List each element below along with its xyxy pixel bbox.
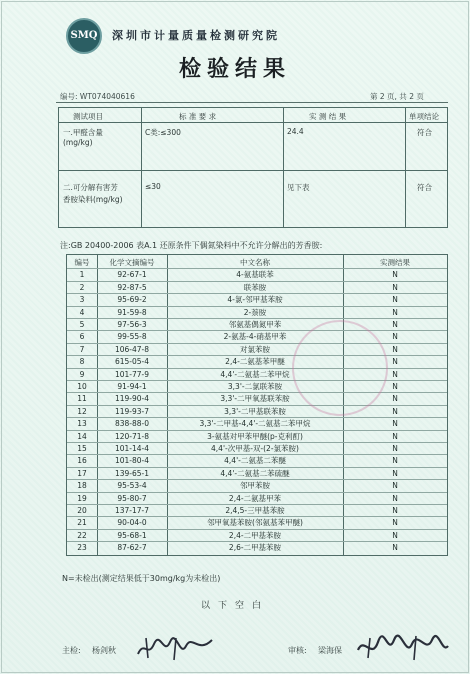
measured-result: N — [392, 444, 398, 453]
measured-result: N — [392, 543, 398, 553]
table-row — [67, 406, 447, 418]
row-number: 1 — [79, 270, 85, 280]
azo-conclusion: 符合 — [417, 183, 432, 192]
row-number: 2 — [79, 282, 85, 292]
row-number: 18 — [77, 481, 87, 491]
measured-result: N — [392, 295, 398, 305]
measured-result: N — [392, 406, 398, 416]
table1-header-result: 实 测 结 果 — [309, 112, 347, 121]
row-number: 17 — [77, 468, 87, 478]
row-number: 3 — [79, 295, 85, 305]
chemical-name: 2-萘胺 — [243, 307, 267, 317]
table-row — [67, 344, 447, 356]
measured-result: N — [392, 506, 398, 515]
row-number: 4 — [79, 307, 85, 317]
measured-result: N — [392, 468, 398, 478]
table-row — [67, 468, 447, 480]
table-row — [67, 282, 447, 294]
table-row — [67, 493, 447, 505]
cas-number: 120-71-8 — [114, 431, 150, 441]
checker-name: 杨剑秋 — [92, 646, 116, 655]
chemical-name: 4,4'-二氨基二苯硫醚 — [220, 468, 290, 478]
chemical-name: 3,3'-二甲氧基联苯胺 — [220, 394, 290, 404]
table-row — [67, 517, 447, 529]
table2-header-cell: 实测结果 — [380, 258, 410, 267]
table-row — [67, 356, 447, 368]
chemical-name: 4,4'-二氨基二苯醚 — [224, 456, 286, 466]
institution-logo: SMQ — [66, 18, 102, 54]
table1-header-conclusion: 单项结论 — [409, 112, 439, 121]
chemical-name: 2,6-二甲基苯胺 — [228, 543, 282, 553]
test-results-table — [58, 107, 448, 228]
table2-header-cell: 化学文摘编号 — [109, 258, 155, 267]
table-row — [67, 455, 447, 467]
institution-name: 深圳市计量质量检测研究院 — [112, 29, 280, 42]
row-number: 22 — [77, 530, 87, 540]
cas-number: 139-65-1 — [114, 468, 150, 478]
measured-result: N — [392, 481, 398, 491]
measured-result: N — [392, 270, 398, 280]
formaldehyde-standard: C类:≤300 — [145, 128, 181, 137]
row-number: 9 — [79, 369, 85, 379]
measured-result: N — [392, 357, 398, 367]
cas-number: 95-80-7 — [117, 493, 147, 503]
cas-number: 91-94-1 — [117, 382, 147, 391]
measured-result: N — [392, 394, 398, 404]
table-row — [67, 530, 447, 542]
row-number: 21 — [77, 518, 87, 528]
azo-result: 见下表 — [287, 183, 310, 192]
measured-result: N — [392, 530, 398, 540]
chemical-name: 4-氨基联苯 — [236, 270, 274, 280]
measured-result: N — [392, 419, 398, 429]
table-row — [67, 505, 447, 517]
cas-number: 101-77-9 — [114, 369, 150, 379]
cas-number: 92-87-5 — [117, 282, 147, 292]
chemical-name: 对氯苯胺 — [240, 344, 270, 354]
row-number: 16 — [77, 456, 87, 466]
official-seal — [292, 320, 388, 416]
row-number: 15 — [77, 444, 87, 453]
row-number: 23 — [77, 543, 87, 553]
page-title: 检验结果 — [178, 57, 291, 82]
cas-number: 95-68-1 — [117, 530, 147, 540]
chemical-name: 4,4'-次甲基-双-(2-氯苯胺) — [211, 444, 299, 453]
chemical-name: 邻甲氧基苯胺(邻氨基苯甲醚) — [207, 518, 303, 528]
chemical-name: 邻甲苯胺 — [240, 481, 270, 491]
chemical-name: 4-氯-邻甲基苯胺 — [227, 295, 283, 305]
measured-result: N — [392, 344, 398, 354]
table-row — [67, 319, 447, 331]
row-number: 14 — [77, 431, 87, 441]
table-row — [67, 369, 447, 381]
chemical-name: 邻氨基偶氮甲苯 — [228, 320, 282, 329]
reviewer-signature — [354, 632, 450, 666]
cas-number: 90-04-0 — [117, 518, 147, 528]
table-row — [67, 294, 447, 306]
chemical-name: 4,4'-二氨基二苯甲烷 — [220, 369, 290, 379]
cas-number: 95-69-2 — [117, 295, 147, 305]
chemical-name: 3,3'-二甲基-4,4'-二氨基二苯甲烷 — [199, 419, 311, 429]
cas-number: 137-17-7 — [114, 506, 150, 515]
azo-unit: 香胺染料(mg/kg) — [63, 195, 123, 204]
reviewer-signature-stroke — [354, 632, 450, 662]
chemical-name: 2,4,5-三甲基苯胺 — [225, 506, 285, 515]
cas-number: 838-88-0 — [114, 419, 150, 429]
table2-header-cell: 编号 — [74, 258, 90, 267]
cas-number: 101-80-4 — [114, 456, 150, 466]
table-row — [67, 542, 447, 554]
row-number: 19 — [77, 493, 87, 503]
formaldehyde-result: 24.4 — [287, 127, 304, 136]
chemical-name: 3,3'-二甲基联苯胺 — [224, 406, 286, 416]
cas-number: 91-59-8 — [117, 307, 147, 317]
table-row — [67, 307, 447, 319]
chemical-name: 2,4-二氨基苯甲醚 — [225, 357, 285, 367]
row-number: 7 — [79, 344, 85, 354]
chemical-name: 2,4-二甲基苯胺 — [228, 530, 282, 540]
measured-result: N — [392, 307, 398, 317]
row-number: 6 — [79, 332, 85, 342]
measured-result: N — [392, 282, 398, 292]
table-row — [67, 381, 447, 393]
cas-number: 95-53-4 — [117, 481, 147, 491]
row-number: 13 — [77, 419, 87, 429]
chemical-name: 3,3'-二氯联苯胺 — [227, 382, 283, 391]
checker-signature — [136, 634, 216, 667]
chemical-name: 3-氨基对甲苯甲醚(p-克利酊) — [207, 431, 303, 441]
measured-result: N — [392, 493, 398, 503]
table2-header-row — [67, 257, 447, 269]
blank-below-text: 以下空白 — [200, 601, 269, 611]
gb-standard-note: 注:GB 20400-2006 表A.1 还原条件下偶氮染料中不允许分解出的芳香胺: — [60, 241, 323, 250]
not-detected-note: N=未检出(测定结果低于30mg/kg为未检出) — [62, 574, 221, 583]
azo-item: 二.可分解有害芳 — [63, 183, 118, 192]
report-serial: 编号: WT074040616 — [60, 92, 135, 101]
row-number: 10 — [77, 382, 87, 391]
chemical-name: 2,4-二氨基甲苯 — [228, 493, 282, 503]
row-number: 12 — [77, 406, 87, 416]
table-row — [67, 269, 447, 281]
formaldehyde-unit: (mg/kg) — [63, 138, 93, 147]
table-row — [67, 393, 447, 405]
row-number: 11 — [77, 394, 87, 404]
measured-result: N — [392, 369, 398, 379]
row-number: 5 — [79, 320, 85, 329]
reviewer-name: 梁海保 — [318, 646, 342, 655]
row-number: 20 — [77, 506, 87, 515]
measured-result: N — [392, 320, 398, 329]
page-counter: 第 2 页, 共 2 页 — [370, 92, 424, 101]
table1-header-item: 测试项目 — [73, 112, 103, 121]
reviewer-label: 审核: — [288, 646, 307, 655]
chemical-name: 2-氨基-4-硝基甲苯 — [223, 332, 287, 342]
azo-standard: ≤30 — [145, 182, 161, 191]
table-row — [67, 431, 447, 443]
cas-number: 101-14-4 — [114, 444, 150, 453]
table-row — [67, 480, 447, 492]
measured-result: N — [392, 382, 398, 391]
table-row — [67, 331, 447, 343]
table1-header-standard: 标 准 要 求 — [179, 112, 217, 121]
cas-number: 106-47-8 — [114, 344, 150, 354]
checker-label: 主检: — [62, 646, 81, 655]
table-row — [67, 418, 447, 430]
table-row — [67, 443, 447, 455]
cas-number: 615-05-4 — [114, 357, 150, 367]
measured-result: N — [392, 332, 398, 342]
checker-signature-stroke — [136, 634, 216, 662]
cas-number: 97-56-3 — [117, 320, 147, 329]
measured-result: N — [392, 431, 398, 441]
row-number: 8 — [79, 357, 85, 367]
cas-number: 119-90-4 — [114, 394, 150, 404]
formaldehyde-item: 一.甲醛含量 — [63, 128, 103, 137]
cas-number: 87-62-7 — [117, 543, 147, 553]
measured-result: N — [392, 456, 398, 466]
cas-number: 92-67-1 — [117, 270, 147, 280]
formaldehyde-conclusion: 符合 — [417, 128, 432, 137]
chemical-name: 联苯胺 — [243, 282, 267, 292]
table2-header-cell: 中文名称 — [240, 258, 270, 267]
measured-result: N — [392, 518, 398, 528]
cas-number: 99-55-8 — [117, 332, 147, 342]
cas-number: 119-93-7 — [114, 406, 150, 416]
aromatic-amine-table — [66, 254, 448, 556]
header-rule — [56, 102, 448, 103]
